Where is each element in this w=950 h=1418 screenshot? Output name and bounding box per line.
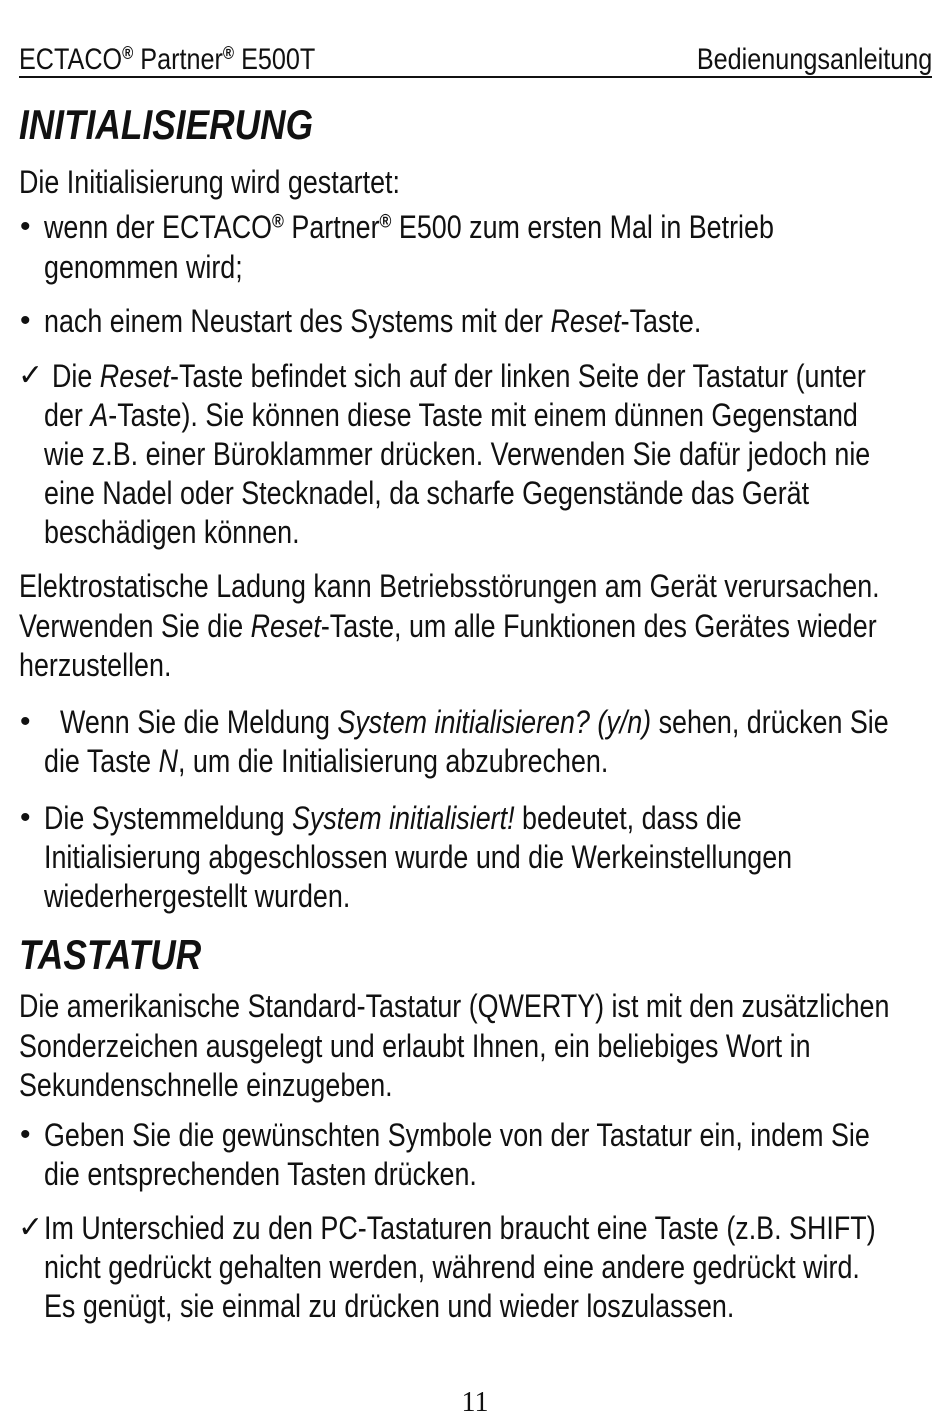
bullet-icon: • <box>20 1118 31 1151</box>
init-bullet4-b: bedeutet, dass die <box>514 800 742 836</box>
init-bullet4-line3 <box>44 877 409 915</box>
checkmark-icon: ✓ <box>18 1211 44 1244</box>
reset-term: Reset <box>99 358 171 394</box>
header-model-line: Partner <box>133 43 223 76</box>
section-title-text: TASTATUR <box>19 931 202 978</box>
kb-note-line3-text: Es genügt, sie einmal zu drücken und wieder loszulassen. <box>44 1288 735 1324</box>
init-bullet3-l2-a: die Taste <box>44 743 159 779</box>
init-bullet2 <box>44 302 827 340</box>
init-intro <box>19 163 473 201</box>
init-note-line3-text: wie z.B. einer Büroklammer drücken. Verwenden Sie dafür jedoch nie <box>44 436 871 472</box>
init-bullet1-c: E500 zum ersten Mal in Betrieb <box>391 209 774 245</box>
bullet-icon: • <box>20 304 31 337</box>
init-bullet1-line1 <box>44 208 913 246</box>
kb-para-line3 <box>19 1066 464 1104</box>
init-note-l2-a: der <box>44 397 91 433</box>
kb-bullet-line1-text: Geben Sie die gewünschten Symbole von der Tastatur ein, indem Sie <box>44 1117 870 1153</box>
kb-note-line2-text: nicht gedrückt gehalten werden, während eine andere gedrückt wird. <box>44 1249 860 1285</box>
kb-note-line3 <box>44 1287 866 1325</box>
registered-mark: ® <box>222 43 235 64</box>
registered-mark: ® <box>272 211 284 233</box>
header-brand: ECTACO <box>19 43 123 76</box>
bullet-icon: • <box>20 801 31 834</box>
init-bullet2-b: -Taste. <box>620 303 702 339</box>
kb-para-line1 <box>19 987 950 1025</box>
section-title-text: INITIALISIERUNG <box>19 101 314 148</box>
init-para-line3-text: herzustellen. <box>19 647 172 683</box>
header-doc-type <box>652 43 932 77</box>
init-note-a: Die <box>52 358 100 394</box>
section-title-initialisierung <box>19 101 369 149</box>
registered-mark: ® <box>122 43 134 64</box>
init-bullet3-line1 <box>60 703 950 741</box>
init-para-line2 <box>19 607 950 645</box>
header-product <box>19 43 372 77</box>
kb-bullet-line1 <box>44 1116 950 1154</box>
system-message-term: System initialisieren? (y/n) <box>337 704 652 740</box>
reset-term: Reset <box>250 608 321 644</box>
init-bullet1-line2-text: genommen wird; <box>44 249 243 285</box>
reset-term: Reset <box>550 303 621 339</box>
init-bullet1-line2 <box>44 248 281 286</box>
init-bullet1-a: wenn der ECTACO <box>44 209 273 245</box>
header-model: E500T <box>234 43 316 76</box>
init-note-l2-b: -Taste). Sie können diese Taste mit einem dünnen Gegenstand <box>108 397 858 433</box>
init-note-b: -Taste befindet sich auf der linken Seite der Tastatur (unter <box>170 358 866 394</box>
init-bullet4-line1 <box>44 799 875 837</box>
init-bullet4-line3-text: wiederhergestellt wurden. <box>44 878 351 914</box>
registered-mark: ® <box>379 211 392 233</box>
init-bullet3-line2 <box>44 742 716 780</box>
init-bullet4-line2-text: Initialisierung abgeschlossen wurde und die Werkeinstellungen <box>44 839 793 875</box>
init-para-l2-b: -Taste, um alle Funktionen des Gerätes wieder <box>320 608 877 644</box>
init-bullet4-a: Die Systemmeldung <box>44 800 292 836</box>
init-bullet3-l2-b: , um die Initialisierung abzubrechen. <box>177 743 609 779</box>
kb-para-line3-text: Sekundenschnelle einzugeben. <box>19 1067 393 1103</box>
init-bullet2-a: nach einem Neustart des Systems mit der <box>44 303 551 339</box>
key-n-term: N <box>158 743 178 779</box>
init-note-line4 <box>44 474 950 512</box>
init-intro-text: Die Initialisierung wird gestartet: <box>19 164 400 200</box>
init-para-line1-text: Elektrostatische Ladung kann Betriebsstörungen am Gerät verursachen. <box>19 568 880 604</box>
kb-bullet-line2-text: die entsprechenden Tasten drücken. <box>44 1156 477 1192</box>
bullet-icon: • <box>20 705 31 738</box>
init-bullet1-b: Partner <box>283 209 380 245</box>
header-doc-type-text: Bedienungsanleitung <box>696 43 932 76</box>
init-note-line2 <box>44 396 950 434</box>
kb-note-line1-text: Im Unterschied zu den PC-Tastaturen braucht eine Taste (z.B. SHIFT) <box>44 1210 876 1246</box>
init-note-line5-text: beschädigen können. <box>44 514 300 550</box>
kb-para-line1-text: Die amerikanische Standard-Tastatur (QWERTY) ist mit den zusätzlichen <box>19 988 890 1024</box>
init-bullet4-line2 <box>44 838 935 876</box>
init-note-line5 <box>44 513 348 551</box>
kb-bullet-line2 <box>44 1155 559 1193</box>
init-para-l2-a: Verwenden Sie die <box>19 608 251 644</box>
bullet-icon: • <box>20 210 31 243</box>
checkmark-icon: ✓ <box>18 359 44 392</box>
page-number: 11 <box>461 1387 489 1418</box>
init-bullet3-a: Wenn Sie die Meldung <box>60 704 338 740</box>
init-bullet3-b: sehen, drücken Sie <box>651 704 889 740</box>
kb-para-line2-text: Sonderzeichen ausgelegt und erlaubt Ihnen, ein beliebiges Wort in <box>19 1028 811 1064</box>
init-para-line1 <box>19 567 950 605</box>
init-note-line4-text: eine Nadel oder Stecknadel, da scharfe Gegenstände das Gerät <box>44 475 810 511</box>
kb-para-line2 <box>19 1027 950 1065</box>
kb-note-line1 <box>44 1209 950 1247</box>
init-note-line3 <box>44 435 950 473</box>
init-para-line3 <box>19 646 200 684</box>
kb-note-line2 <box>44 1248 950 1286</box>
page-header <box>19 40 932 78</box>
section-title-tastatur <box>19 931 236 979</box>
init-note-line1 <box>52 357 950 395</box>
system-message-term: System initialisiert! <box>291 800 515 836</box>
key-a-term: A <box>90 397 109 433</box>
